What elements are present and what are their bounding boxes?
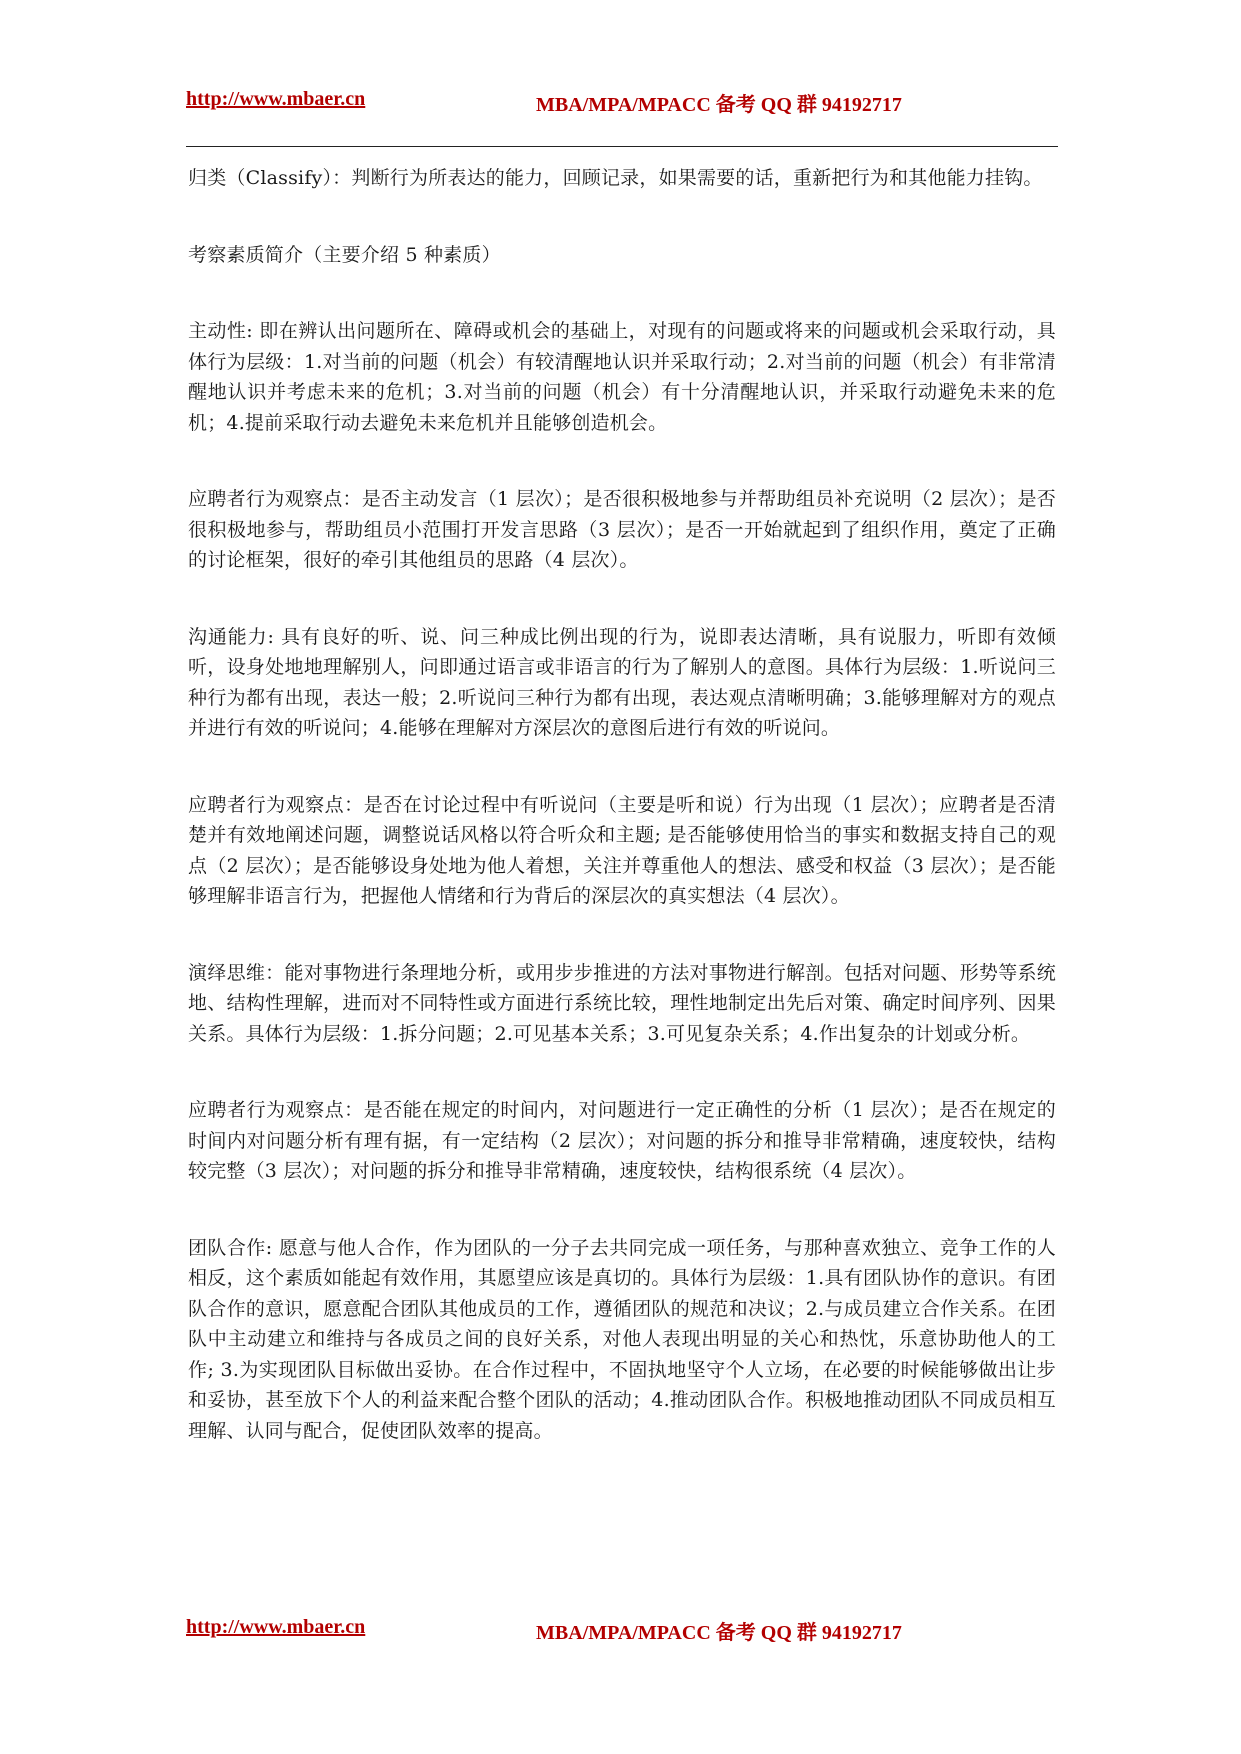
page-footer xyxy=(186,1616,1056,1646)
paragraph-initiative-observation: 应聘者行为观察点：是否主动发言（1 层次）；是否很积极地参与并帮助组员补充说明（2 层次）；是否很积极地参与，帮助组员小范围打开发言思路（3 层次）；是否一开始就起到了组织作用，奠定了正确的讨论框架，很好的牵引其他组员的思路（4 层次）。 xyxy=(188,488,1056,571)
paragraph-gap xyxy=(188,438,1056,484)
header-divider xyxy=(186,146,1058,147)
footer-site-link[interactable]: http://www.mbaer.cn xyxy=(186,1616,366,1638)
document-body xyxy=(188,163,1056,1446)
paragraph-classify: 归类（Classify）：判断行为所表达的能力，回顾记录，如果需要的话，重新把行为和其他能力挂钩。 xyxy=(188,167,1043,189)
paragraph-initiative: 主动性: 即在辨认出问题所在、障碍或机会的基础上，对现有的问题或将来的问题或机会采取行动，具体行为层级：1.对当前的问题（机会）有较清醒地认识并采取行动；2.对当前的问题（机会）有非常清醒地认识并考虑未来的危机；3.对当前的问题（机会）有十分清醒地认识，并采取行动避免未来的危机；4.提前采取行动去避免未来危机并且能够创造机会。 xyxy=(188,320,1056,434)
header-site-link[interactable]: http://www.mbaer.cn xyxy=(186,88,366,110)
page-header xyxy=(186,88,1056,118)
header-qq-group: MBA/MPA/MPACC 备考 QQ 群 94192717 xyxy=(536,94,902,116)
paragraph-gap xyxy=(188,1187,1056,1233)
paragraph-gap xyxy=(188,1049,1056,1095)
paragraph-teamwork: 团队合作: 愿意与他人合作，作为团队的一分子去共同完成一项任务，与那种喜欢独立、竞争工作的人相反，这个素质如能起有效作用，其愿望应该是真切的。具体行为层级：1.具有团队协作的意识。有团队合作的意识，愿意配合团队其他成员的工作，遵循团队的规范和决议；2.与成员建立合作关系。在团队中主动建立和维持与各成员之间的良好关系，对他人表现出明显的关心和热忱，乐意协助他人的工作; 3.为实现团队目标做出妥协。在合作过程中，不固执地坚守个人立场，在必要的时候能够做出让步和妥协，甚至放下个人的利益来配合整个团队的活动；4.推动团队合作。积极地推动团队不同成员相互理解、认同与配合，促使团队效率的提高。 xyxy=(188,1236,1056,1442)
paragraph-communication: 沟通能力: 具有良好的听、说、问三种成比例出现的行为，说即表达清晰，具有说服力，听即有效倾听，设身处地地理解别人，问即通过语言或非语言的行为了解别人的意图。具体行为层级：1.听说问三种行为都有出现，表达一般；2.听说问三种行为都有出现，表达观点清晰明确；3.能够理解对方的观点并进行有效的听说问；4.能够在理解对方深层次的意图后进行有效的听说问。 xyxy=(188,625,1056,739)
paragraph-qualities-intro: 考察素质简介（主要介绍 5 种素质） xyxy=(188,243,501,266)
paragraph-gap xyxy=(188,744,1056,790)
paragraph-gap xyxy=(188,576,1056,622)
paragraph-gap xyxy=(188,194,1056,240)
footer-qq-group: MBA/MPA/MPACC 备考 QQ 群 94192717 xyxy=(536,1622,902,1644)
paragraph-deductive-thinking: 演绎思维：能对事物进行条理地分析，或用步步推进的方法对事物进行解剖。包括对问题、形势等系统地、结构性理解，进而对不同特性或方面进行系统比较，理性地制定出先后对策、确定时间序列、因果关系。具体行为层级：1.拆分问题；2.可见基本关系；3.可见复杂关系；4.作出复杂的计划或分析。 xyxy=(188,961,1056,1045)
paragraph-gap xyxy=(188,912,1056,958)
paragraph-communication-observation: 应聘者行为观察点：是否在讨论过程中有听说问（主要是听和说）行为出现（1 层次）；应聘者是否清楚并有效地阐述问题，调整说话风格以符合听众和主题; 是否能够使用恰当的事实和数据支持自己的观点（2 层次）；是否能够设身处地为他人着想，关注并尊重他人的想法、感受和权益（3 层次）；是否能够理解非语言行为，把握他人情绪和行为背后的深层次的真实想法（4 层次）。 xyxy=(188,793,1056,907)
paragraph-gap xyxy=(188,270,1056,316)
paragraph-deductive-observation: 应聘者行为观察点：是否能在规定的时间内，对问题进行一定正确性的分析（1 层次）；是否在规定的时间内对问题分析有理有据，有一定结构（2 层次）；对问题的拆分和推导非常精确，速度较快，结构较完整（3 层次）；对问题的拆分和推导非常精确，速度较快，结构很系统（4 层次）。 xyxy=(188,1099,1056,1182)
